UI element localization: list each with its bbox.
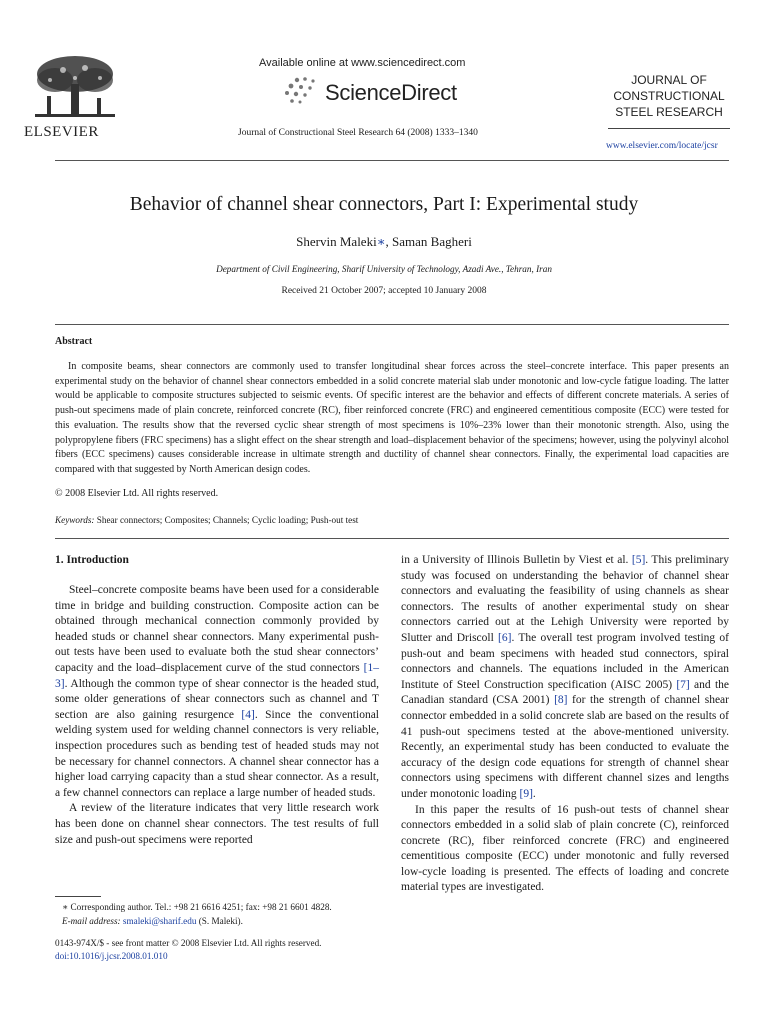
paragraph-text: . Since the conventional welding system used for welding channel connectors is very reliable, inspection procedures such as bending test of headed studs may not be necessary for channel connectors. A channel shear connector has a higher load carrying capacity than a stud shear connector. As a result, a few channel connectors can replace a large number of headed studs. [55,708,380,799]
journal-name-line: JOURNAL OF [631,73,707,87]
paragraph-text: and the Canadian standard (CSA 2001) [401,678,730,707]
email-line [62,915,380,929]
paragraph-text: . The overall test program involved testing of push-out and beam specimens with headed stud connectors, spiral connectors and channels. The equations included in the American Institute of Steel Construction specification (AISC 2005) [401,631,729,691]
citation-link[interactable]: [5] [631,554,646,566]
abstract-heading: Abstract [55,336,93,347]
citation-link[interactable]: [6] [498,631,512,644]
keywords-divider [55,538,729,539]
paragraph-text: . This preliminary study was focused on understanding the behavior of channel shear connectors and evaluating the feasibility of using channels as shear connectors. The results of another experimental study on shear connectors carried out at the Lehigh University were reported by Slutter and Driscoll [401,554,729,644]
citation-link[interactable]: [8] [554,694,568,707]
paragraph-text: Steel–concrete composite beams have been used for a considerable time in bridge and building construction. Composite action can be obtained through mechanical connection commonly provided by headed studs or channel shear connectors. Many experimental push-out tests have been used to evaluate both the stud shear connectors’ capacity and the load–displacement curve of the stud connectors [55,584,379,674]
affiliation: Department of Civil Engineering, Sharif University of Technology, Azadi Ave., Tehran, Iran [216,264,552,274]
journal-citation: Journal of Constructional Steel Research 64 (2008) 1333–1340 [238,128,478,138]
paragraph-text: . Although the common type of shear connector is the headed stud, some older generations of shear connectors such as channel and T section are also gaining resurgence [55,677,379,721]
journal-rule-divider [608,128,730,129]
journal-name [608,72,730,120]
journal-name-line: STEEL RESEARCH [615,105,723,119]
corresponding-author-mark[interactable]: ∗ [376,234,386,249]
email-label: E-mail address: [62,915,121,926]
author-name: , Saman Bagheri [385,234,472,249]
keywords-list: Shear connectors; Composites; Channels; Cyclic loading; Push-out test [94,515,359,525]
footnote-rule [55,896,101,897]
author-name: Shervin Maleki [296,234,377,249]
keywords-label: Keywords: [55,515,95,525]
keywords [55,515,358,525]
article-title: Behavior of channel shear connectors, Part I: Experimental study [129,194,639,215]
issn-line: 0143-974X/$ - see front matter © 2008 Elsevier Ltd. All rights reserved. [55,938,322,948]
paragraph [55,583,379,801]
paragraph [401,553,729,803]
sciencedirect-dots-icon [283,76,323,106]
available-online-text: Available online at www.sciencedirect.com [259,57,466,69]
abstract-copyright: © 2008 Elsevier Ltd. All rights reserved. [55,488,219,499]
received-dates: Received 21 October 2007; accepted 10 January 2008 [281,286,487,296]
paragraph-text: . [532,787,536,800]
email-suffix: (S. Maleki). [196,915,243,926]
author-list [0,234,768,250]
section-heading: 1. Introduction [55,554,129,566]
doi-link[interactable]: doi:10.1016/j.jcsr.2008.01.010 [55,951,168,961]
abstract-text: In composite beams, shear connectors are commonly used to transfer longitudinal shear forces across the steel–concrete interface. This paper presents an experimental study on the behavior of channel shear connectors embedded in a solid concrete material slab under monotonic and low-cycle fatigue loading. The latter would be applicable to composite structures subjected to seismic events. Of specific interest are the behavior and effects of different concrete materials. A series of push-out specimens made of plain concrete, reinforced concrete (RC), fiber reinforced concrete (FRC) and engineered cementitious composite (ECC) were tested for this evaluation. The results show that the reversed cyclic shear strength of most specimens is 10%–23% lower than their monotonic strength. Also, using the polypropylene fibers (FRC specimens) has a slight effect on the shear strength and load–displacement behavior of the specimens; however, using the polyvinyl alcohol fibers (ECC specimens) causes considerable increase in ultimate strength and ductility of channel shear connectors. Finally, the experimental load capacities are compared with that suggested by North American design codes. [55,361,729,475]
paragraph-text: in a University of Illinois Bulletin by Viest et al. [401,554,632,566]
sciencedirect-wordmark: ScienceDirect [325,80,457,105]
footnote [62,901,380,928]
corresponding-author-note: ∗ Corresponding author. Tel.: +98 21 6616 4251; fax: +98 21 6601 4828. [62,902,332,912]
paragraph-text: for the strength of channel shear connector embedded in a solid concrete slab are based on the results of 41 push-out specimens tested at the above-mentioned university. Recently, an experimental study has been conducted to evaluate the accuracy of the design code equations for strength of channel shear connectors using specimens with different channel sizes and lengths under monotonic loading [401,694,729,800]
journal-url-link[interactable]: www.elsevier.com/locate/jcsr [606,141,718,151]
citation-link[interactable]: [9] [519,787,533,800]
citation-link[interactable]: [1–3] [55,661,379,690]
paragraph: A review of the literature indicates that very little research work has been done on channel shear connectors. The test results of full size and push-out specimens were reported [55,802,379,846]
header-divider [55,160,729,161]
citation-link[interactable]: [4] [241,708,255,721]
left-column [55,583,379,848]
publisher-name: ELSEVIER [24,124,99,140]
paragraph: In this paper the results of 16 push-out tests of channel shear connectors embedded in a solid slab of plain concrete (C), reinforced concrete (RC), fiber reinforced concrete (FRC) and engineered cementitious composite (ECC) under monotonic and fully reversed low-cycle loading is presented. The effects of loading and concrete material types are investigated. [401,803,729,894]
right-column [401,553,729,896]
citation-link[interactable]: [7] [676,678,690,691]
journal-name-line: CONSTRUCTIONAL [613,89,725,103]
abstract-divider [55,324,729,325]
email-link[interactable]: smaleki@sharif.edu [122,915,197,926]
